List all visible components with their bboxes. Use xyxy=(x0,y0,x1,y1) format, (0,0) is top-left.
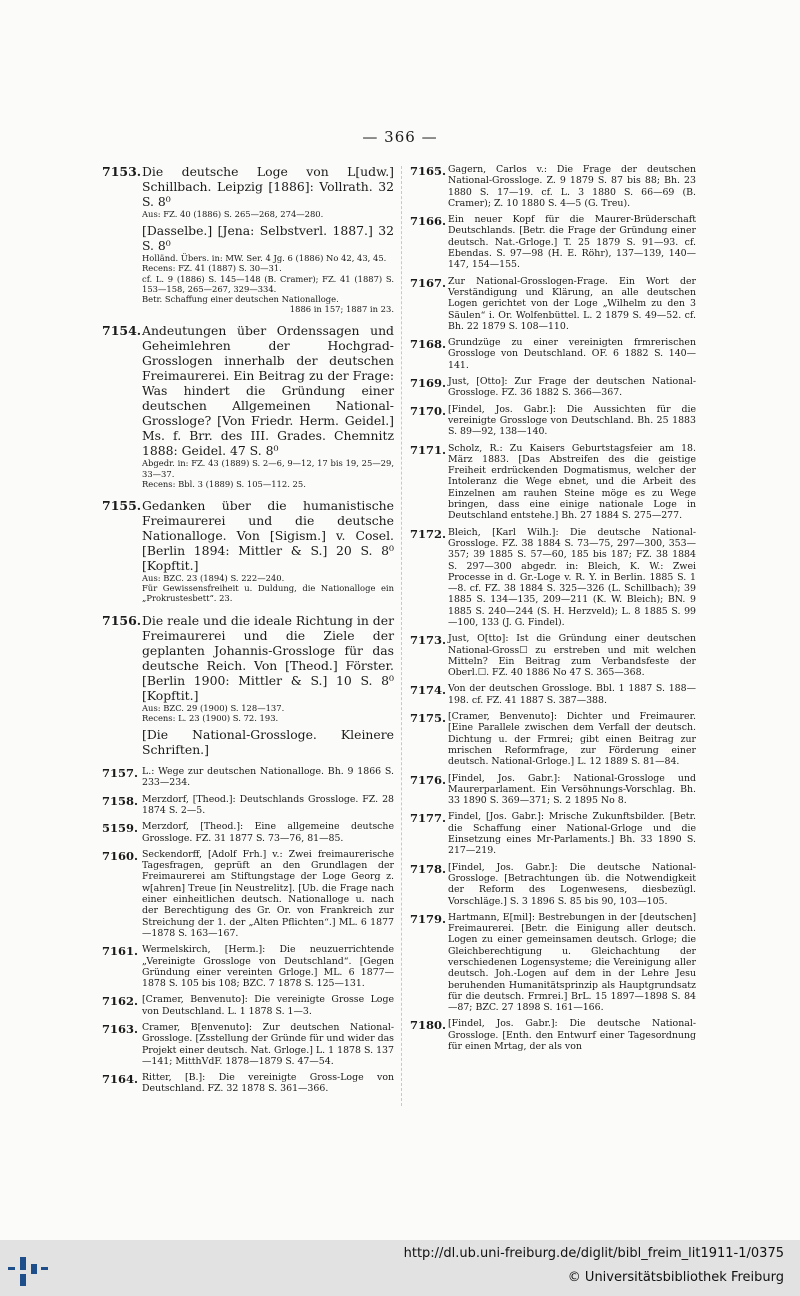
entry-number: 7172. xyxy=(410,526,447,541)
right-column xyxy=(410,164,696,1057)
entry-title: Merzdorf, [Theod.]: Eine allgemeine deutsche Grossloge. FZ. 31 1877 S. 73—76, 81—85. xyxy=(142,821,394,844)
entry-number: 7173. xyxy=(410,633,447,648)
bibliography-entry xyxy=(102,613,394,757)
entry-number: 5159. xyxy=(102,821,139,836)
bibliography-entry xyxy=(410,683,696,706)
library-credit: © Universitätsbibliothek Freiburg xyxy=(567,1270,784,1285)
entry-title: Seckendorff, [Adolf Frh.] v.: Zwei freimaurerische Tagesfragen, geprüft an den Grundlagen der Freimaurerei am Stiftungstage der Loge Georg z. w[ahren] Treue [in Neustrelitz]. [Ub. die Frage nach einer einheitlichen deutsch. Nationalloge u. nach der Berechtigung des Gr. Or. von Frankreich zur Streichung der 1. der „Alten Pflichten“.] ML. 6 1877—1878 S. 163—167. xyxy=(142,848,394,939)
entry-note: Recens: L. 23 (1900) S. 72. 193. xyxy=(142,712,279,723)
bibliography-entry xyxy=(410,404,696,438)
column-divider xyxy=(401,166,402,1106)
bibliography-entry xyxy=(410,912,696,1014)
entry-body xyxy=(448,633,696,678)
entry-body xyxy=(142,613,394,757)
entry-number: 7155. xyxy=(102,498,142,514)
left-column xyxy=(102,164,394,1100)
entry-number: 7164. xyxy=(102,1072,139,1087)
ub-freiburg-logo-icon xyxy=(6,1248,50,1288)
bibliography-entry xyxy=(410,337,696,371)
entry-number: 7169. xyxy=(410,376,447,391)
entry-number: 7165. xyxy=(410,164,447,178)
bibliography-entry xyxy=(410,164,696,209)
entry-title: Findel, [Jos. Gabr.]: Mrische Zukunftsbilder. [Betr. die Schaffung einer National-Grloge und die Einsetzung eines Mr-Parlaments.] Bh. 33 1890 S. 217—219. xyxy=(448,811,696,857)
entry-note: Abgedr. in: FZ. 43 (1889) S. 2—6, 9—12, 17 bis 19, 25—29, 33—37. xyxy=(142,458,394,479)
entry-title: [Findel, Jos. Gabr.]: Die deutsche National-Grossloge. [Enth. den Entwurf einer Tagesordnung für einen Mrtag, der als von xyxy=(448,1018,696,1053)
entry-note: Holländ. Übers. in: MW. Ser. 4 Jg. 6 (1886) No 42, 43, 45. xyxy=(142,253,387,264)
bibliography-entry xyxy=(410,811,696,856)
entry-number: 7160. xyxy=(102,848,139,863)
entry-number: 7166. xyxy=(410,214,447,229)
entry-title: [Findel, Jos. Gabr.]: National-Grossloge und Maurerparlament. Ein Versöhnungs-Vorschlag. Bh. 33 1890 S. 369—371; S. 2 1895 No 8. xyxy=(448,772,696,807)
bibliography-entry xyxy=(102,323,394,489)
entry-title: Ein neuer Kopf für die Maurer-Brüderschaft Deutschlands. [Betr. die Frage der Gründung einer deutsch. Nat.-Grloge.] T. 25 1879 S. 91—93. cf. Ebendas. S. 97—98 (H. E. Röhr), 137—139, 140—147, 154—155. xyxy=(448,214,696,271)
bibliography-entry xyxy=(410,633,696,678)
entry-number: 7175. xyxy=(410,711,447,726)
entry-note: Für Gewissensfreiheit u. Duldung, die Nationalloge ein „Prokrustesbett“. 23. xyxy=(142,583,394,604)
entry-sub-title: [Die National-Grossloge. Kleinere Schriften.] xyxy=(142,727,394,758)
entry-body xyxy=(448,811,696,856)
entry-number: 7162. xyxy=(102,994,139,1009)
entry-title: Ritter, [B.]: Die vereinigte Gross-Loge von Deutschland. FZ. 32 1878 S. 361—366. xyxy=(142,1072,394,1095)
entry-body xyxy=(142,821,394,844)
document-url-link[interactable]: http://dl.ub.uni-freiburg.de/diglit/bibl_freim_lit1911-1/0375 xyxy=(403,1246,784,1261)
entry-title: Die deutsche Loge von L[udw.] Schillbach. Leipzig [1886]: Vollrath. 32 S. 8⁰ xyxy=(142,164,394,209)
entry-body xyxy=(448,214,696,270)
bibliography-entry xyxy=(410,773,696,807)
entry-title: Just, O[tto]: Ist die Gründung einer deutschen National-Gross☐ zu erstreben und mit welchen Mitteln? Ein Beitrag zum Verbandsfeste der Oberl.☐. FZ. 40 1886 No 47 S. 365—368. xyxy=(448,633,696,679)
bibliography-entry xyxy=(410,376,696,399)
entry-title: Just, [Otto]: Zur Frage der deutschen National-Grossloge. FZ. 36 1882 S. 366—367. xyxy=(448,376,696,399)
entry-number: 7154. xyxy=(102,323,142,339)
entry-body xyxy=(448,443,696,522)
entry-body xyxy=(142,323,394,489)
entry-title: Wermelskirch, [Herm.]: Die neuzuerrichtende „Vereinigte Grossloge von Deutschland“. [Gegen Gründung einer vereinten Grloge.] ML. 6 1877—1878 S. 105 bis 108; BZC. 7 1878 S. 125—131. xyxy=(142,944,394,990)
entry-lodge-note: 1886 in 157; 1887 in 23. xyxy=(289,304,394,315)
entry-title: Andeutungen über Ordenssagen und Geheimlehren der Hochgrad-Grosslogen innerhalb der deutschen Freimaurerei. Ein Beitrag zu der Frage: Was hindert die Gründung einer deutschen Allgemeinen National-Grossloge? [Von Friedr. Herm. Geidel.] Ms. f. Brr. des III. Grades. Chemnitz 1888: Geidel. 47 S. 8⁰ xyxy=(142,323,394,459)
entry-body xyxy=(142,994,394,1017)
entry-title: Zur National-Grosslogen-Frage. Ein Wort der Verständigung und Klärung, an alle deutschen Logen gerichtet von der Loge „Wilhelm zu den 3 Säulen“ i. Or. Wolfenbüttel. L. 2 1879 S. 49—52. cf. Bh. 22 1879 S. 108—110. xyxy=(448,275,696,332)
bibliography-entry xyxy=(102,821,394,844)
entry-note: Aus: BZC. 29 (1900) S. 128—137. xyxy=(142,702,285,713)
entry-note: cf. L. 9 (1886) S. 145—148 (B. Cramer); FZ. 41 (1887) S. 153—158, 265—267, 329—334. xyxy=(142,273,394,294)
bibliography-entry xyxy=(102,498,394,604)
entry-body xyxy=(448,912,696,1014)
page-number: — 366 — xyxy=(362,128,438,146)
bibliography-entry xyxy=(102,849,394,939)
bibliography-entry xyxy=(102,944,394,989)
entry-title: [Findel, Jos. Gabr.]: Die deutsche National-Grossloge. [Betrachtungen üb. die Notwendigkeit der Reform des Logenwesens, diesbezügl. Vorschläge.] S. 3 1896 S. 85 bis 90, 103—105. xyxy=(448,861,696,907)
entry-note: Aus: FZ. 40 (1886) S. 265—268, 274—280. xyxy=(142,209,324,219)
entry-body xyxy=(448,683,696,706)
entry-title: Die reale und die ideale Richtung in der Freimaurerei und die Ziele der geplanten Johannis-Grossloge für das deutsche Reich. Von [Theod.] Förster. [Berlin 1900: Mittler & S.] 10 S. 8⁰ [Kopftit.] xyxy=(142,612,394,703)
bibliography-entry xyxy=(102,1022,394,1067)
entry-number: 7167. xyxy=(410,275,447,290)
entry-number: 7170. xyxy=(410,403,447,418)
bibliography-entry xyxy=(410,527,696,629)
bibliography-entry xyxy=(102,794,394,817)
bibliography-entry xyxy=(410,443,696,522)
entry-number: 7178. xyxy=(410,861,447,876)
entry-title: Grundzüge zu einer vereinigten frmrerischen Grossloge von Deutschland. OF. 6 1882 S. 140—141. xyxy=(448,337,696,371)
entry-body xyxy=(142,1022,394,1067)
bibliography-entry xyxy=(410,214,696,270)
entry-note: Recens: FZ. 41 (1887) S. 30—31. xyxy=(142,263,282,274)
entry-body xyxy=(142,498,394,604)
entry-body xyxy=(448,276,696,332)
entry-body xyxy=(448,376,696,399)
entry-body xyxy=(448,527,696,629)
entry-body xyxy=(448,1018,696,1052)
entry-body xyxy=(142,849,394,939)
entry-number: 7176. xyxy=(410,772,447,787)
entry-number: 7161. xyxy=(102,944,139,959)
entry-title: L.: Wege zur deutschen Nationalloge. Bh. 9 1866 S. 233—234. xyxy=(142,766,394,789)
entry-title: Von der deutschen Grossloge. Bbl. 1 1887 S. 188—198. cf. FZ. 41 1887 S. 387—388. xyxy=(448,683,696,706)
entry-title: [Cramer, Benvenuto]: Dichter und Freimaurer. [Eine Parallele zwischen dem Verfall der deutsch. Dichtung u. der Frmrei; gibt einen Beitrag zur mrischen Reformfrage, zur Förderung einer deutsch. National-Grloge.] L. 12 1889 S. 81—84. xyxy=(448,711,696,768)
entry-number: 7177. xyxy=(410,811,447,826)
entry-note: Betr. Schaffung einer deutschen Nationalloge. xyxy=(142,294,339,305)
entry-number: 7163. xyxy=(102,1021,139,1036)
entry-body xyxy=(142,164,394,314)
bibliography-entry xyxy=(102,1072,394,1095)
viewer-footer xyxy=(0,1240,800,1296)
entry-number: 7180. xyxy=(410,1018,447,1033)
entry-sub-title: [Dasselbe.] [Jena: Selbstverl. 1887.] 32 S. 8⁰ xyxy=(142,223,394,254)
entry-title: Scholz, R.: Zu Kaisers Geburtstagsfeier am 18. März 1883. [Das Abstreifen des die geistige Freiheit erdrückenden Dogmatismus, welcher der Intoleranz die Wege ebnet, und die Arbeit des Einzelnen am rauhen Steine möge es zu Wege bringen, dass eine einige nationale Loge in Deutschland entstehe.] Bh. 27 1884 S. 275—277. xyxy=(448,442,696,522)
entry-number: 7171. xyxy=(410,442,447,457)
entry-body xyxy=(448,773,696,807)
entry-number: 7174. xyxy=(410,683,447,698)
bibliography-entry xyxy=(410,711,696,767)
entry-title: Cramer, B[envenuto]: Zur deutschen National-Grossloge. [Zsstellung der Gründe für und wider das Projekt einer deutsch. Nat. Grloge.] L. 1 1878 S. 137—141; MitthVdF. 1878—1879 S. 47—54. xyxy=(142,1021,394,1067)
entry-number: 7179. xyxy=(410,911,447,926)
entry-title: Gedanken über die humanistische Freimaurerei und die deutsche Nationalloge. Von [Sigism.] v. Cosel. [Berlin 1894: Mittler & S.] 20 S. 8⁰ [Kopftit.] xyxy=(142,498,394,574)
entry-body xyxy=(142,794,394,817)
entry-title: Merzdorf, [Theod.]: Deutschlands Grossloge. FZ. 28 1874 S. 2—5. xyxy=(142,793,394,816)
entry-number: 7158. xyxy=(102,793,139,808)
entry-note: Aus: BZC. 23 (1894) S. 222—240. xyxy=(142,573,285,584)
entry-number: 7168. xyxy=(410,337,447,352)
entry-title: [Cramer, Benvenuto]: Die vereinigte Grosse Loge von Deutschland. L. 1 1878 S. 1—3. xyxy=(142,994,394,1017)
entry-body xyxy=(448,337,696,371)
bibliography-entry xyxy=(410,862,696,907)
entry-title: Gagern, Carlos v.: Die Frage der deutschen National-Grossloge. Z. 9 1879 S. 87 bis 88; Bh. 23 1880 S. 17—19. cf. L. 3 1880 S. 66—69 (B. Cramer); Z. 10 1880 S. 4—5 (G. Treu). xyxy=(448,164,696,209)
bibliography-entry xyxy=(102,766,394,789)
bibliography-entry xyxy=(102,994,394,1017)
entry-title: Hartmann, E[mil]: Bestrebungen in der [deutschen] Freimaurerei. [Betr. die Einigung aller deutsch. Logen zu einer gemeinsamen deutsch. Grloge; die Gleichberechtigung u. Gleichachtung der verschiedenen Logensysteme; die Vereinigung aller deutsch. Joh.-Logen auf dem in der Lehre Jesu beruhenden Humanitätsprinzip als Hauptgrundsatz für die deutsch. Frmrei.] BrL. 15 1897—1898 S. 84—87; BZC. 27 1898 S. 161—166. xyxy=(448,911,696,1014)
bibliography-entry xyxy=(102,164,394,314)
entry-body xyxy=(142,944,394,989)
entry-body xyxy=(448,711,696,767)
entry-body xyxy=(142,1072,394,1095)
bibliography-entry xyxy=(410,276,696,332)
entry-title: Bleich, [Karl Wilh.]: Die deutsche National-Grossloge. FZ. 38 1884 S. 73—75, 297—300, 353—357; 39 1885 S. 57—60, 185 bis 187; FZ. 38 1884 S. 297—300 abgedr. in: Bleich, K. W.: Zwei Processe in d. Gr.-Loge v. R. Y. in Berlin. 1885 S. 1—8. cf. FZ. 38 1884 S. 325—326 (L. Schillbach); 39 1885 S. 134—135, 209—211 (K. W. Bleich); BN. 9 1885 S. 240—244 (S. H. Herzveld); L. 8 1885 S. 99—100, 133 (J. G. Findel). xyxy=(448,526,696,628)
entry-title: [Findel, Jos. Gabr.]: Die Aussichten für die vereinigte Grossloge von Deutschland. Bh. 25 1883 S. 89—92, 138—140. xyxy=(448,403,696,438)
entry-body xyxy=(448,164,696,209)
entry-body xyxy=(142,766,394,789)
entry-body xyxy=(448,404,696,438)
entry-number: 7156. xyxy=(102,612,142,628)
bibliography-entry xyxy=(410,1018,696,1052)
entry-number: 7157. xyxy=(102,766,139,781)
entry-note: Recens: Bbl. 3 (1889) S. 105—112. 25. xyxy=(142,478,306,489)
entry-number: 7153. xyxy=(102,164,142,179)
entry-body xyxy=(448,862,696,907)
